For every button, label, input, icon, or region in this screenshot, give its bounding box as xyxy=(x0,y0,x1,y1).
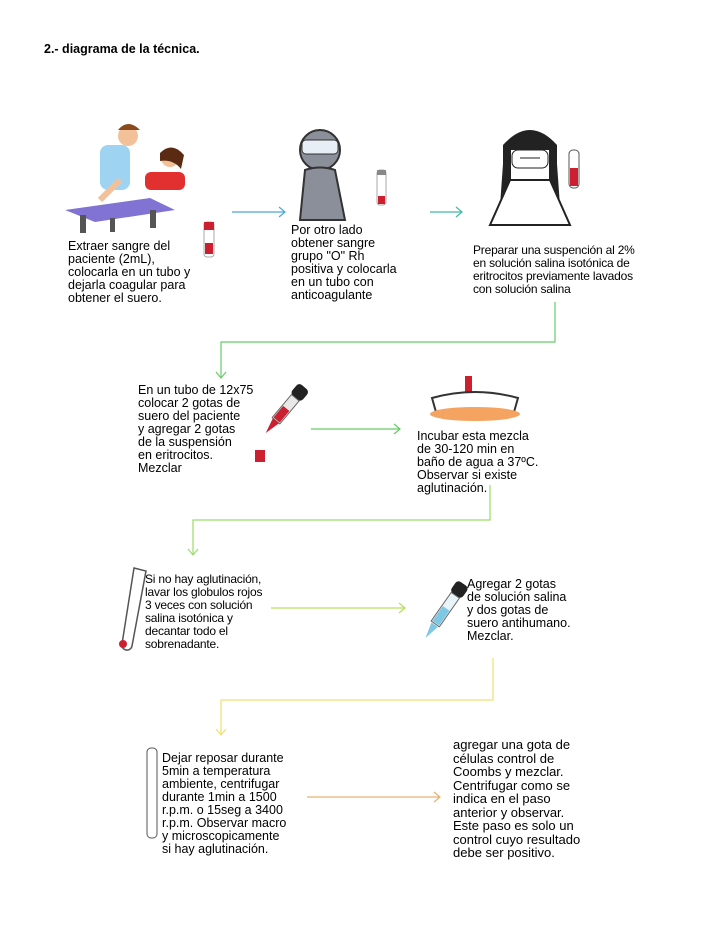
test-tube-icon xyxy=(119,568,146,650)
arrow-3 xyxy=(216,302,555,378)
page-title: 2.- diagrama de la técnica. xyxy=(44,42,200,56)
blood-tube-icon xyxy=(204,222,214,257)
step-3-text: Preparar una suspención al 2% en solución salina isotónica de eritrocitos previamente lavados con solución salina xyxy=(473,243,635,296)
step-8-text: Dejar reposar durante 5min a temperatura ambiente, centrifugar durante 1min a 1500 r.p.m. o 15seg a 3400 r.p.m. Observar macro y microscopicamente si hay aglutinación. xyxy=(162,751,287,856)
step-9-text: agregar una gota de células control de Coombs y mezclar. Centrifugar como se indica en el paso anterior y observar. Este paso es solo un control cuyo resultado debe ser positivo. xyxy=(453,737,581,860)
test-tube-icon xyxy=(147,748,157,838)
arrow-5 xyxy=(188,485,490,555)
step-6-text: Si no hay aglutinación, lavar los globulos rojos 3 veces con solución salina isotónica y decantar todo el sobrenadante. xyxy=(145,572,263,651)
blood-drop-icon xyxy=(255,450,265,462)
arrow-2 xyxy=(430,207,462,217)
arrow-6 xyxy=(271,603,405,613)
arrow-1 xyxy=(232,207,285,217)
blood-tube-icon xyxy=(377,170,386,205)
step-7-text: Agregar 2 gotas de solución salina y dos gotas de suero antihumano. Mezclar. xyxy=(467,577,571,643)
blood-tube-icon xyxy=(569,150,579,188)
helmet-figure-illustration xyxy=(300,130,345,220)
step-2-text: Por otro lado obtener sangre grupo "O" Rh positiva y colocarla en un tubo con anticoagulante xyxy=(291,223,397,302)
blood-draw-illustration xyxy=(65,124,185,233)
step-4-text: En un tubo de 12x75 colocar 2 gotas de suero del paciente y agregar 2 gotas de la suspensión en eritrocitos. Mezclar xyxy=(138,383,254,475)
arrow-4 xyxy=(311,424,400,434)
lab-scientist-illustration xyxy=(490,130,570,225)
arrow-7 xyxy=(216,658,493,735)
step-1-text: Extraer sangre del paciente (2mL), colocarla en un tubo y dejarla coagular para obtener el suero. xyxy=(68,239,191,305)
dropper-icon xyxy=(420,580,469,642)
dropper-icon xyxy=(260,383,309,438)
step-5-text: Incubar esta mezcla de 30-120 min en baño de agua a 37ºC. Observar si existe aglutinación. xyxy=(417,429,539,495)
arrow-8 xyxy=(307,792,440,802)
water-bath-icon xyxy=(430,376,520,421)
